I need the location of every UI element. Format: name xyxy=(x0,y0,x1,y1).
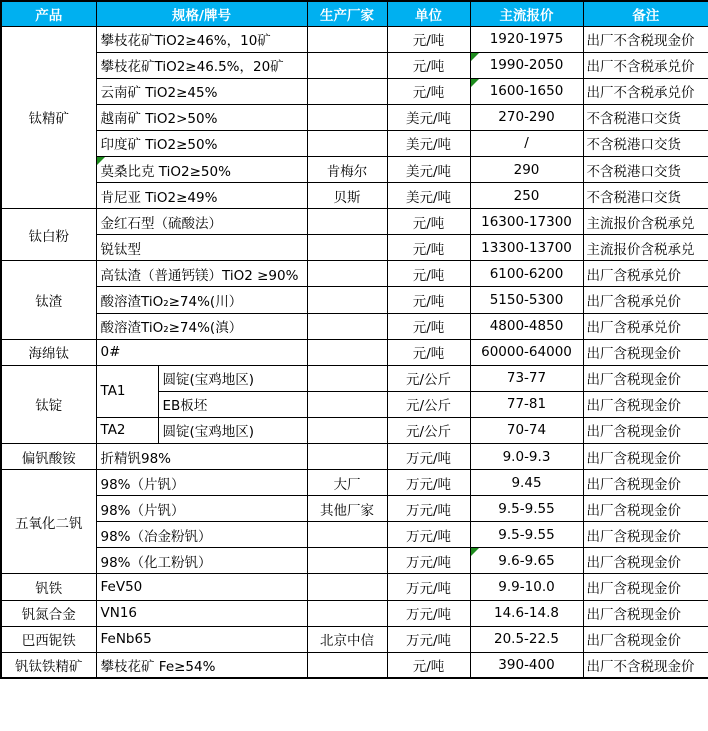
unit-cell[interactable]: 万元/吨 xyxy=(387,444,470,470)
maker-cell[interactable] xyxy=(307,444,387,470)
maker-cell[interactable]: 肯梅尔 xyxy=(307,156,387,182)
table-row xyxy=(1,417,708,443)
spec-grade-cell[interactable]: TA1 xyxy=(96,365,158,417)
table-row xyxy=(1,365,708,391)
header-price[interactable]: 主流报价 xyxy=(470,1,583,26)
price-cell[interactable]: 9.5-9.55 xyxy=(470,496,583,522)
price-cell[interactable]: 9.45 xyxy=(470,470,583,496)
table-row xyxy=(1,130,708,156)
maker-cell[interactable] xyxy=(307,574,387,600)
maker-cell[interactable] xyxy=(307,600,387,626)
product-cell[interactable]: 海绵钛 xyxy=(1,339,96,365)
maker-cell[interactable] xyxy=(307,313,387,339)
spec-cell[interactable]: 印度矿 TiO2≥50% xyxy=(96,130,307,156)
header-unit[interactable]: 单位 xyxy=(387,1,470,26)
table-row xyxy=(1,522,708,548)
spec-cell[interactable]: 攀枝花矿TiO2≥46.5%，20矿 xyxy=(96,52,307,78)
spec-cell[interactable]: 越南矿 TiO2>50% xyxy=(96,104,307,130)
table-row xyxy=(1,574,708,600)
price-cell[interactable]: 60000-64000 xyxy=(470,339,583,365)
product-cell[interactable]: 巴西铌铁 xyxy=(1,626,96,652)
table-row xyxy=(1,235,708,261)
note-cell[interactable]: 出厂含税承兑价 xyxy=(583,313,708,339)
table-row xyxy=(1,78,708,104)
unit-cell[interactable]: 元/吨 xyxy=(387,652,470,678)
spec-detail-cell[interactable]: EB板坯 xyxy=(158,391,307,417)
price-cell[interactable]: 9.0-9.3 xyxy=(470,444,583,470)
maker-cell[interactable] xyxy=(307,209,387,235)
price-cell[interactable]: 4800-4850 xyxy=(470,313,583,339)
spec-cell[interactable]: FeNb65 xyxy=(96,626,307,652)
unit-cell[interactable]: 万元/吨 xyxy=(387,626,470,652)
unit-cell[interactable]: 美元/吨 xyxy=(387,104,470,130)
note-cell[interactable]: 出厂含税现金价 xyxy=(583,522,708,548)
spec-cell[interactable]: 攀枝花矿 Fe≥54% xyxy=(96,652,307,678)
maker-cell[interactable] xyxy=(307,130,387,156)
unit-cell[interactable]: 元/公斤 xyxy=(387,417,470,443)
price-cell[interactable]: 270-290 xyxy=(470,104,583,130)
spec-cell[interactable]: 高钛渣（普通钙镁）TiO2 ≥90% xyxy=(96,261,307,287)
table-row xyxy=(1,209,708,235)
table-row xyxy=(1,287,708,313)
maker-cell[interactable] xyxy=(307,26,387,52)
table-row xyxy=(1,183,708,209)
maker-cell[interactable] xyxy=(307,287,387,313)
maker-cell[interactable] xyxy=(307,391,387,417)
spec-grade-cell[interactable]: TA2 xyxy=(96,417,158,443)
spec-detail-cell[interactable]: 圆锭(宝鸡地区) xyxy=(158,365,307,391)
table-body xyxy=(1,26,708,678)
note-cell[interactable]: 不含税港口交货 xyxy=(583,104,708,130)
unit-cell[interactable]: 元/吨 xyxy=(387,235,470,261)
unit-cell[interactable]: 元/吨 xyxy=(387,287,470,313)
table-row xyxy=(1,26,708,52)
spec-cell[interactable]: 酸溶渣TiO₂≥74%(滇） xyxy=(96,313,307,339)
note-cell[interactable]: 出厂含税承兑价 xyxy=(583,261,708,287)
price-cell[interactable]: 9.6-9.65 xyxy=(470,548,583,574)
product-cell[interactable]: 钒铁 xyxy=(1,574,96,600)
maker-cell[interactable] xyxy=(307,652,387,678)
note-cell[interactable]: 出厂不含税承兑价 xyxy=(583,52,708,78)
unit-cell[interactable]: 万元/吨 xyxy=(387,548,470,574)
price-cell[interactable]: 73-77 xyxy=(470,365,583,391)
note-cell[interactable]: 出厂含税现金价 xyxy=(583,600,708,626)
spec-cell[interactable]: 莫桑比克 TiO2≥50% xyxy=(96,156,307,182)
table-row xyxy=(1,261,708,287)
unit-cell[interactable]: 元/吨 xyxy=(387,78,470,104)
maker-cell[interactable] xyxy=(307,235,387,261)
note-cell[interactable]: 不含税港口交货 xyxy=(583,130,708,156)
table-row xyxy=(1,470,708,496)
note-cell[interactable]: 出厂含税现金价 xyxy=(583,548,708,574)
header-row xyxy=(1,1,708,26)
maker-cell[interactable]: 贝斯 xyxy=(307,183,387,209)
unit-cell[interactable]: 万元/吨 xyxy=(387,600,470,626)
price-cell[interactable]: 6100-6200 xyxy=(470,261,583,287)
maker-cell[interactable] xyxy=(307,52,387,78)
note-cell[interactable]: 出厂含税现金价 xyxy=(583,417,708,443)
spec-cell[interactable]: 0# xyxy=(96,339,307,365)
spec-cell[interactable]: 98%（冶金粉钒） xyxy=(96,522,307,548)
note-cell[interactable]: 出厂含税现金价 xyxy=(583,470,708,496)
maker-cell[interactable] xyxy=(307,261,387,287)
spec-cell[interactable]: 攀枝花矿TiO2≥46%，10矿 xyxy=(96,26,307,52)
price-cell[interactable]: 1600-1650 xyxy=(470,78,583,104)
unit-cell[interactable]: 元/公斤 xyxy=(387,365,470,391)
price-cell[interactable]: 250 xyxy=(470,183,583,209)
note-cell[interactable]: 出厂含税现金价 xyxy=(583,496,708,522)
spec-cell[interactable]: 锐钛型 xyxy=(96,235,307,261)
unit-cell[interactable]: 元/吨 xyxy=(387,313,470,339)
unit-cell[interactable]: 元/公斤 xyxy=(387,391,470,417)
note-cell[interactable]: 出厂不含税现金价 xyxy=(583,26,708,52)
spec-detail-cell[interactable]: 圆锭(宝鸡地区) xyxy=(158,417,307,443)
unit-cell[interactable]: 美元/吨 xyxy=(387,183,470,209)
spec-cell[interactable]: 98%（片钒） xyxy=(96,470,307,496)
price-cell[interactable]: 20.5-22.5 xyxy=(470,626,583,652)
unit-cell[interactable]: 万元/吨 xyxy=(387,574,470,600)
unit-cell[interactable]: 万元/吨 xyxy=(387,470,470,496)
table-row xyxy=(1,104,708,130)
price-cell[interactable]: 9.9-10.0 xyxy=(470,574,583,600)
spec-cell[interactable]: 98%（化工粉钒） xyxy=(96,548,307,574)
table-row xyxy=(1,652,708,678)
product-cell[interactable]: 钛白粉 xyxy=(1,209,96,261)
maker-cell[interactable]: 其他厂家 xyxy=(307,496,387,522)
product-cell[interactable]: 钛渣 xyxy=(1,261,96,339)
note-cell[interactable]: 出厂不含税现金价 xyxy=(583,652,708,678)
maker-cell[interactable] xyxy=(307,522,387,548)
maker-cell[interactable]: 大厂 xyxy=(307,470,387,496)
maker-cell[interactable]: 北京中信 xyxy=(307,626,387,652)
maker-cell[interactable] xyxy=(307,548,387,574)
unit-cell[interactable]: 元/吨 xyxy=(387,52,470,78)
table-row xyxy=(1,626,708,652)
unit-cell[interactable]: 万元/吨 xyxy=(387,496,470,522)
unit-cell[interactable]: 元/吨 xyxy=(387,339,470,365)
price-cell[interactable]: 14.6-14.8 xyxy=(470,600,583,626)
header-product[interactable]: 产品 xyxy=(1,1,96,26)
spec-cell[interactable]: 肯尼亚 TiO2≥49% xyxy=(96,183,307,209)
product-cell[interactable]: 钛精矿 xyxy=(1,26,96,209)
price-cell[interactable]: 70-74 xyxy=(470,417,583,443)
maker-cell[interactable] xyxy=(307,339,387,365)
table-row xyxy=(1,444,708,470)
note-cell[interactable]: 出厂含税现金价 xyxy=(583,391,708,417)
header-note[interactable]: 备注 xyxy=(583,1,708,26)
unit-cell[interactable]: 万元/吨 xyxy=(387,522,470,548)
note-cell[interactable]: 不含税港口交货 xyxy=(583,156,708,182)
price-cell[interactable]: 390-400 xyxy=(470,652,583,678)
price-cell[interactable]: 5150-5300 xyxy=(470,287,583,313)
product-cell[interactable]: 钒钛铁精矿 xyxy=(1,652,96,678)
product-cell[interactable]: 偏钒酸铵 xyxy=(1,444,96,470)
note-cell[interactable]: 出厂含税现金价 xyxy=(583,444,708,470)
note-cell[interactable]: 出厂含税现金价 xyxy=(583,339,708,365)
unit-cell[interactable]: 美元/吨 xyxy=(387,130,470,156)
price-cell[interactable]: 77-81 xyxy=(470,391,583,417)
maker-cell[interactable] xyxy=(307,417,387,443)
maker-cell[interactable] xyxy=(307,104,387,130)
maker-cell[interactable] xyxy=(307,78,387,104)
unit-cell[interactable]: 元/吨 xyxy=(387,209,470,235)
table-row xyxy=(1,600,708,626)
note-cell[interactable]: 主流报价含税承兑 xyxy=(583,209,708,235)
product-cell[interactable]: 钒氮合金 xyxy=(1,600,96,626)
maker-cell[interactable] xyxy=(307,365,387,391)
note-cell[interactable]: 不含税港口交货 xyxy=(583,183,708,209)
price-cell[interactable]: 1920-1975 xyxy=(470,26,583,52)
table-row xyxy=(1,52,708,78)
price-cell[interactable]: 290 xyxy=(470,156,583,182)
table-row xyxy=(1,339,708,365)
header-spec[interactable]: 规格/牌号 xyxy=(96,1,307,26)
spec-cell[interactable]: 金红石型（硫酸法） xyxy=(96,209,307,235)
spec-cell[interactable]: 折精钒98% xyxy=(96,444,307,470)
header-maker[interactable]: 生产厂家 xyxy=(307,1,387,26)
spec-cell[interactable]: 云南矿 TiO2≥45% xyxy=(96,78,307,104)
table-row xyxy=(1,496,708,522)
unit-cell[interactable]: 美元/吨 xyxy=(387,156,470,182)
price-cell[interactable]: 9.5-9.55 xyxy=(470,522,583,548)
table-row xyxy=(1,156,708,182)
spec-cell[interactable]: 酸溶渣TiO₂≥74%(川） xyxy=(96,287,307,313)
product-cell[interactable]: 五氧化二钒 xyxy=(1,470,96,574)
unit-cell[interactable]: 元/吨 xyxy=(387,261,470,287)
table-row xyxy=(1,313,708,339)
unit-cell[interactable]: 元/吨 xyxy=(387,26,470,52)
product-cell[interactable]: 钛锭 xyxy=(1,365,96,443)
price-cell[interactable]: 16300-17300 xyxy=(470,209,583,235)
note-cell[interactable]: 出厂含税现金价 xyxy=(583,365,708,391)
price-cell[interactable]: 1990-2050 xyxy=(470,52,583,78)
spec-cell[interactable]: 98%（片钒） xyxy=(96,496,307,522)
table-row xyxy=(1,548,708,574)
note-cell[interactable]: 出厂含税现金价 xyxy=(583,626,708,652)
note-cell[interactable]: 主流报价含税承兑 xyxy=(583,235,708,261)
note-cell[interactable]: 出厂含税承兑价 xyxy=(583,287,708,313)
price-cell[interactable]: 13300-13700 xyxy=(470,235,583,261)
spec-cell[interactable]: FeV50 xyxy=(96,574,307,600)
note-cell[interactable]: 出厂含税现金价 xyxy=(583,574,708,600)
note-cell[interactable]: 出厂不含税承兑价 xyxy=(583,78,708,104)
spec-cell[interactable]: VN16 xyxy=(96,600,307,626)
price-cell[interactable]: / xyxy=(470,130,583,156)
